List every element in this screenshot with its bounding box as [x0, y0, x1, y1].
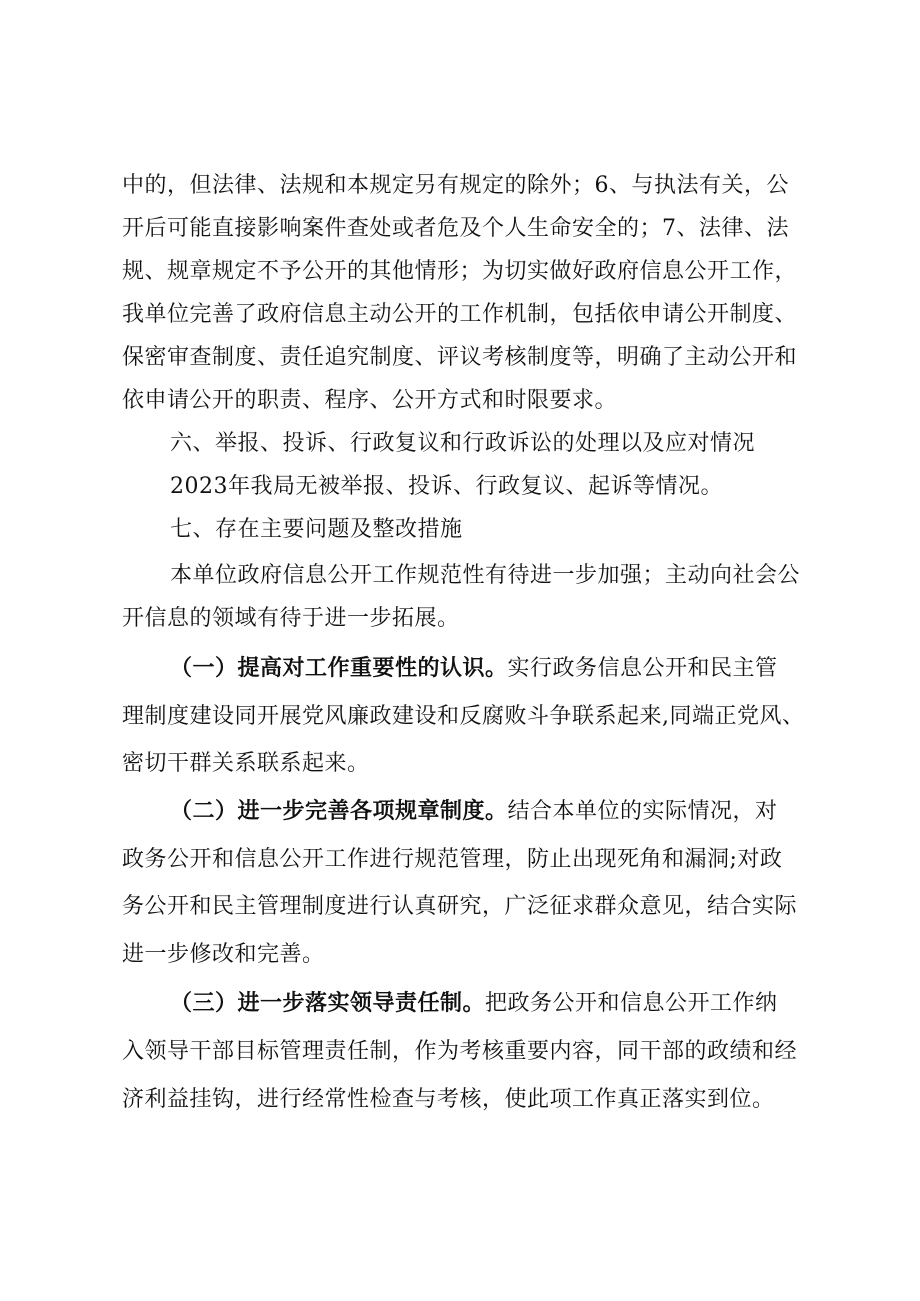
item-3-first-line: [170, 990, 850, 1018]
text-line: 政务公开和信息公开工作进行规范管理，防止出现死角和漏洞;对政: [122, 847, 783, 872]
section-heading-7: 七、存在主要问题及整改措施: [170, 517, 463, 542]
text-line: 规、规章规定不予公开的其他情形；为切实做好政府信息公开工作，: [122, 259, 798, 284]
item-2-title: （二）进一步完善各项规章制度。: [170, 799, 508, 824]
text-line: 保密审查制度、责任追究制度、评议考核制度等，明确了主动公开和: [122, 345, 798, 370]
text-line: 开信息的领域有待于进一步拓展。: [122, 606, 460, 631]
text-line: 济利益挂钩，进行经常性检查与考核，使此项工作真正落实到位。: [122, 1087, 775, 1112]
section-heading-6: 六、举报、投诉、行政复议和行政诉讼的处理以及应对情况: [170, 431, 756, 456]
item-3-text: 把政务公开和信息公开工作纳: [485, 991, 778, 1016]
text-line: 入领导干部目标管理责任制，作为考核重要内容，同干部的政绩和经: [122, 1039, 798, 1064]
text-line: 务公开和民主管理制度进行认真研究，广泛征求群众意见，结合实际: [122, 894, 798, 919]
item-1-first-line: [170, 655, 850, 683]
item-1-text: 实行政务信息公开和民主管: [507, 656, 778, 681]
item-2-first-line: [170, 798, 850, 826]
text-line: 密切干群关系联系起来。: [122, 751, 370, 776]
item-2-text: 结合本单位的实际情况，对: [507, 799, 778, 824]
text-line: 进一步修改和完善。: [122, 942, 325, 967]
text-line: 中的，但法律、法规和本规定另有规定的除外；6、与执法有关，公: [122, 173, 789, 198]
text-line: 理制度建设同开展党风廉政建设和反腐败斗争联系起来,同端正党风、: [122, 704, 805, 729]
item-3-title: （三）进一步落实领导责任制。: [170, 991, 486, 1016]
section-6-text: 2023年我局无被举报、投诉、行政复议、起诉等情况。: [170, 474, 723, 499]
text-line: 我单位完善了政府信息主动公开的工作机制，包括依申请公开制度、: [122, 302, 798, 327]
item-1-title: （一）提高对工作重要性的认识。: [170, 656, 508, 681]
text-line: 依申请公开的职责、程序、公开方式和时限要求。: [122, 388, 618, 413]
text-line: 开后可能直接影响案件查处或者危及个人生命安全的；7、法律、法: [122, 216, 789, 241]
text-line: 本单位政府信息公开工作规范性有待进一步加强；主动向社会公: [170, 563, 801, 588]
